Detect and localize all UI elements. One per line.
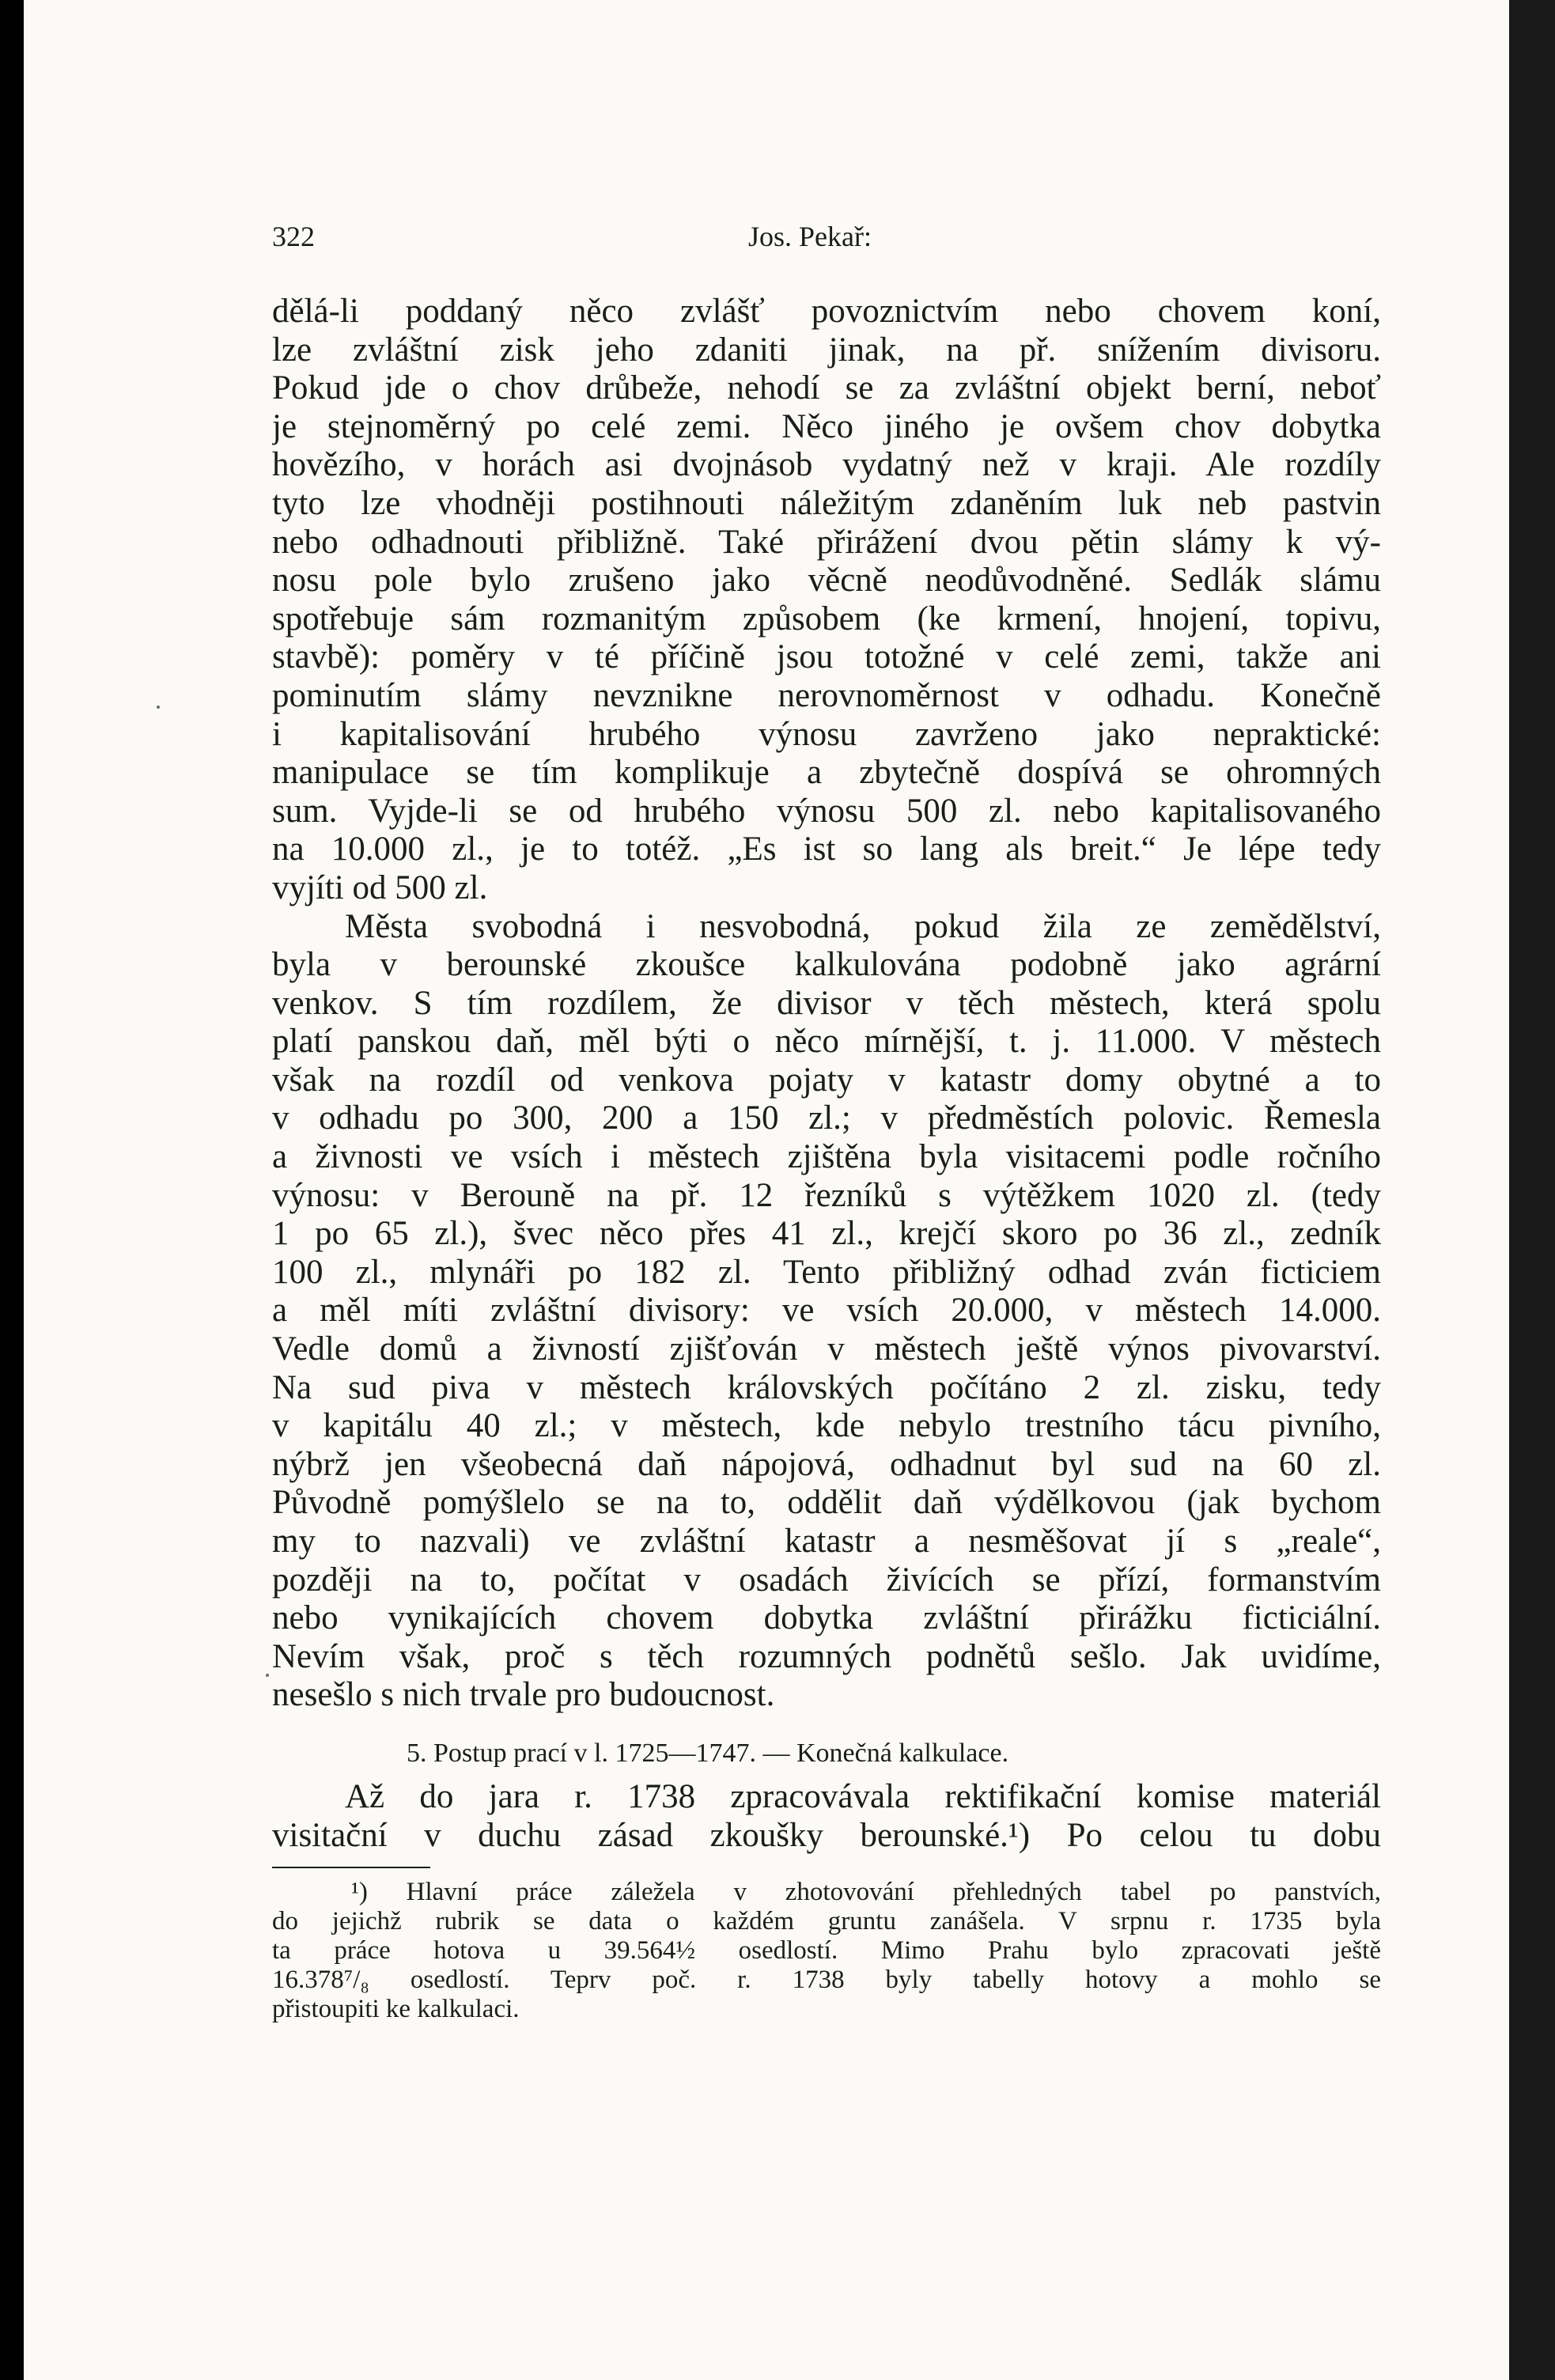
- footnote-line: 16.378⁷/₈ osedlostí. Teprv poč. r. 1738 byly tabelly hotovy a mohlo se: [272, 1966, 1381, 1994]
- text-line: Města svobodná i nesvobodná, pokud žila ze zemědělství,: [345, 907, 1381, 945]
- section-paragraph: [272, 1778, 1381, 1855]
- page-number: 322: [272, 221, 315, 252]
- text-line: manipulace se tím komplikuje a zbytečně dospívá se ohromných: [272, 754, 1381, 792]
- text-line: Původně pomýšlelo se na to, oddělit daň výdělkovou (jak bychom: [272, 1484, 1381, 1522]
- footnote: [272, 1878, 1381, 2024]
- text-line: Nevím však, proč s těch rozumných podnětů sešlo. Jak uvidíme,: [272, 1637, 1381, 1675]
- text-line: však na rozdíl od venkova pojaty v katastr domy obytné a to: [272, 1061, 1381, 1099]
- text-line: nosu pole bylo zrušeno jako věcně neodůvodněné. Sedlák slámu: [272, 562, 1381, 600]
- text-line: tyto lze vhodněji postihnouti náležitým zdaněním luk neb pastvin: [272, 484, 1381, 522]
- text-line: spotřebuje sám rozmanitým způsobem (ke krmení, hnojení, topivu,: [272, 600, 1381, 638]
- text-line: venkov. S tím rozdílem, že divisor v těch městech, která spolu: [272, 984, 1381, 1022]
- text-line: je stejnoměrný po celé zemi. Něco jiného je ovšem chov dobytka: [272, 407, 1381, 445]
- footnote-line: ta práce hotova u 39.564½ osedlostí. Mimo Prahu bylo zpracovati ještě: [272, 1936, 1381, 1965]
- text-line: 1 po 65 zl.), švec něco přes 41 zl., krejčí skoro po 36 zl., zedník: [272, 1215, 1381, 1253]
- text-line: Pokud jde o chov drůbeže, nehodí se za zvláštní objekt berní, neboť: [272, 369, 1381, 407]
- running-head: [272, 220, 1381, 259]
- text-line: i kapitalisování hrubého výnosu zavrženo jako nepraktické:: [272, 715, 1381, 753]
- text-line: Vedle domů a živností zjišťován v městech ještě výnos pivovarství.: [272, 1330, 1381, 1368]
- running-title: Jos. Pekař:: [748, 221, 872, 252]
- text-line: lze zvláštní zisk jeho zdaniti jinak, na př. snížením divisoru.: [272, 331, 1381, 369]
- text-line: my to nazvali) ve zvláštní katastr a nesměšovat jí s „reale“,: [272, 1523, 1381, 1560]
- text-line: nebo vynikajících chovem dobytka zvláštní přirážku ficticiální.: [272, 1599, 1381, 1637]
- footnote-rule: [272, 1867, 430, 1868]
- scan-edge: [1509, 0, 1555, 2380]
- text-line: visitační v duchu zásad zkoušky berounské.¹) Po celou tu dobu: [272, 1816, 1381, 1854]
- footnote-line: do jejichž rubrik se data o každém gruntu zanášela. V srpnu r. 1735 byla: [272, 1907, 1381, 1935]
- text-line: 100 zl., mlynáři po 182 zl. Tento přibližný odhad zván ficticiem: [272, 1253, 1381, 1291]
- footnote-line: ¹) Hlavní práce záležela v zhotovování přehledných tabel po panstvích,: [351, 1878, 1381, 1906]
- text-line: Až do jara r. 1738 zpracovávala rektifikační komise materiál: [345, 1778, 1381, 1815]
- text-line: nýbrž jen všeobecná daň nápojová, odhadnut byl sud na 60 zl.: [272, 1445, 1381, 1483]
- text-line: pominutím slámy nevznikne nerovnoměrnost v odhadu. Konečně: [272, 676, 1381, 714]
- text-line: a živnosti ve vsích i městech zjištěna byla visitacemi podle ročního: [272, 1138, 1381, 1176]
- text-line: vyjíti od 500 zl.: [272, 868, 488, 906]
- text-line: dělá-li poddaný něco zvlášť povoznictvím nebo chovem koní,: [272, 293, 1381, 330]
- text-line: stavbě): poměry v té příčině jsou totožné v celé zemi, takže ani: [272, 638, 1381, 676]
- scan-speck: [266, 1674, 269, 1677]
- text-line: v kapitálu 40 zl.; v městech, kde nebylo trestního tácu pivního,: [272, 1407, 1381, 1445]
- paragraph: [272, 908, 1381, 1715]
- paragraph: [272, 293, 1381, 908]
- text-line: platí panskou daň, měl býti o něco mírnější, t. j. 11.000. V městech: [272, 1023, 1381, 1061]
- text-line: výnosu: v Berouně na př. 12 řezníků s výtěžkem 1020 zl. (tedy: [272, 1176, 1381, 1214]
- text-line: hovězího, v horách asi dvojnásob vydatný než v kraji. Ale rozdíly: [272, 446, 1381, 484]
- scan-speck: [157, 706, 160, 709]
- text-line: později na to, počítat v osadách živících se přízí, formanstvím: [272, 1561, 1381, 1599]
- text-line: v odhadu po 300, 200 a 150 zl.; v předměstích polovic. Řemesla: [272, 1099, 1381, 1137]
- text-line: na 10.000 zl., je to totéž. „Es ist so lang als breit.“ Je lépe tedy: [272, 831, 1381, 868]
- text-line: nesešlo s nich trvale pro budoucnost.: [272, 1676, 775, 1714]
- text-line: sum. Vyjde-li se od hrubého výnosu 500 zl. nebo kapitalisovaného: [272, 792, 1381, 830]
- body-text: [272, 293, 1381, 1715]
- text-line: a měl míti zvláštní divisory: ve vsích 20.000, v městech 14.000.: [272, 1292, 1381, 1330]
- text-line: nebo odhadnouti přibližně. Také přirážení dvou pětin slámy k vý-: [272, 523, 1381, 561]
- section-heading: 5. Postup prací v l. 1725—1747. — Konečná kalkulace.: [407, 1739, 1009, 1768]
- text-line: byla v berounské zkoušce kalkulována podobně jako agrární: [272, 946, 1381, 984]
- footnote-line: přistoupiti ke kalkulaci.: [272, 1995, 520, 2023]
- text-line: Na sud piva v městech královských počítáno 2 zl. zisku, tedy: [272, 1368, 1381, 1406]
